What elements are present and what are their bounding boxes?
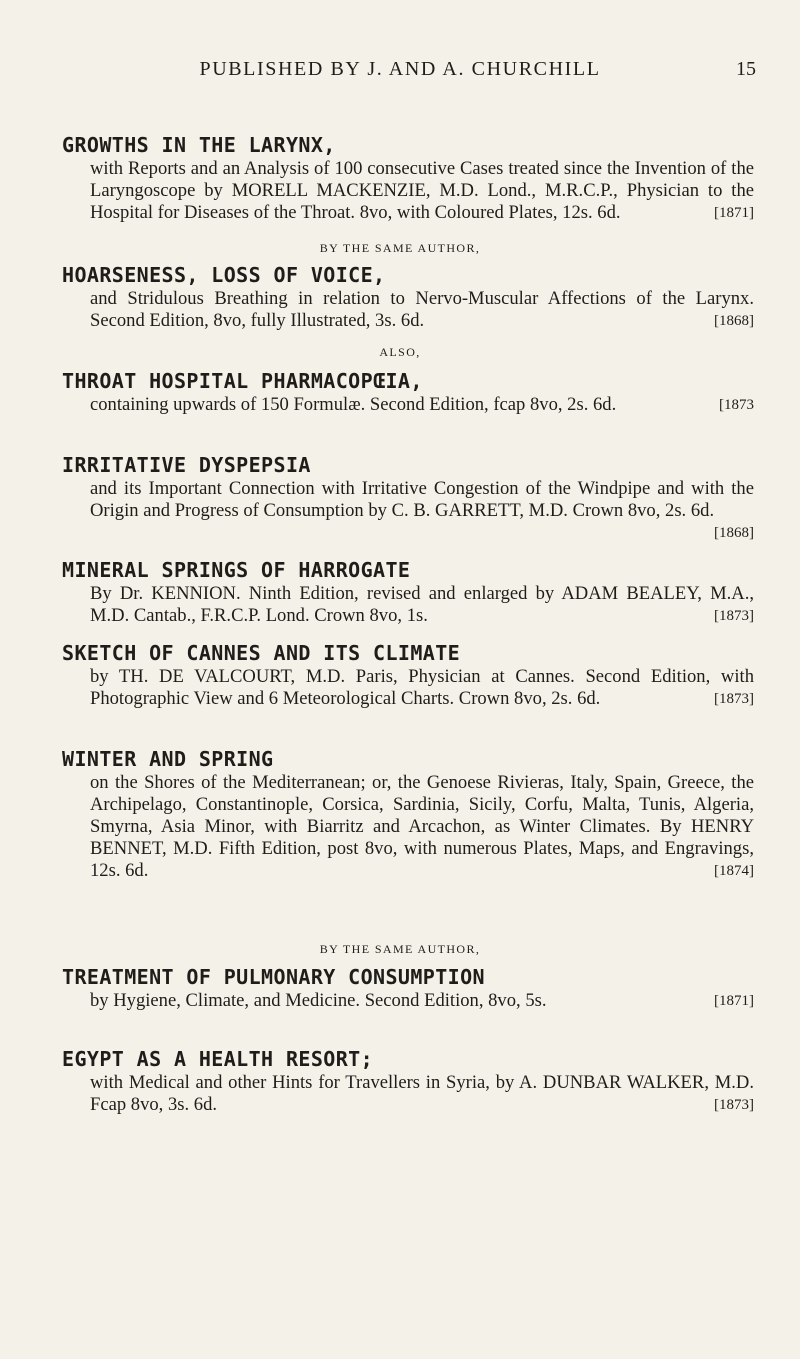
entry-date: [1871]	[714, 993, 754, 1009]
entry-text: and its Important Connection with Irritative Congestion of the Windpipe and with the Origin and Progress of Consumption by C. B. GARRETT, M.D. Crown 8vo, 2s. 6d.	[90, 478, 754, 521]
entry-text: By Dr. KENNION. Ninth Edition, revised and enlarged by ADAM BEALEY, M.A., M.D. Cantab., F.R.C.P. Lond. Crown 8vo, 1s.	[90, 583, 754, 626]
entry-date: [1868]	[714, 525, 754, 541]
entry-description	[90, 990, 754, 1012]
entry-description	[90, 478, 754, 541]
catalog-entry	[62, 640, 754, 710]
entry-date: [1873]	[714, 1097, 754, 1113]
entry-text: with Reports and an Analysis of 100 consecutive Cases treated since the Invention of the Laryngoscope by MORELL MACKENZIE, M.D. Lond., M.R.C.P., Physician to the Hospital for Diseases of the Throat. 8vo, with Coloured Plates, 12s. 6d.	[90, 158, 754, 223]
entry-description	[90, 394, 754, 416]
catalog-entry	[62, 132, 754, 224]
catalog-entry	[62, 557, 754, 627]
entry-text: by TH. DE VALCOURT, M.D. Paris, Physician at Cannes. Second Edition, with Photographic View and 6 Meteorological Charts. Crown 8vo, 2s. 6d.	[90, 666, 754, 709]
catalog-entry	[62, 1046, 754, 1116]
entry-title: TREATMENT OF PULMONARY CONSUMPTION	[62, 965, 485, 989]
catalog-entry	[62, 262, 754, 332]
entry-title: SKETCH OF CANNES AND ITS CLIMATE	[62, 641, 461, 665]
catalog-entry	[62, 746, 754, 882]
catalog-entry	[62, 964, 754, 1012]
entry-description	[90, 583, 754, 627]
entry-text: and Stridulous Breathing in relation to Nervo-Muscular Affections of the Larynx. Second Edition, 8vo, fully Illustrated, 3s. 6d.	[90, 288, 754, 331]
entry-title: EGYPT AS A HEALTH RESORT;	[62, 1047, 374, 1071]
entry-text: with Medical and other Hints for Travellers in Syria, by A. DUNBAR WALKER, M.D. Fcap 8vo, 3s. 6d.	[90, 1072, 754, 1115]
running-head: PUBLISHED BY J. AND A. CHURCHILL	[199, 58, 601, 80]
catalog-entry	[62, 452, 754, 544]
by-same-author-note: BY THE SAME AUTHOR,	[319, 942, 481, 956]
entry-description	[90, 772, 754, 882]
entry-title: GROWTHS IN THE LARYNX,	[62, 133, 336, 157]
page-number: 15	[736, 58, 756, 80]
entry-title: HOARSENESS, LOSS OF VOICE,	[62, 263, 386, 287]
entry-date: [1871]	[714, 205, 754, 221]
entry-title: MINERAL SPRINGS OF HARROGATE	[62, 558, 411, 582]
entry-title: THROAT HOSPITAL PHARMACOPŒIA,	[62, 369, 423, 393]
entry-date: [1873]	[714, 691, 754, 707]
entry-date: [1868]	[714, 313, 754, 329]
by-same-author-note: BY THE SAME AUTHOR,	[319, 241, 481, 255]
entry-description	[90, 666, 754, 710]
also-note: ALSO,	[379, 345, 421, 359]
entry-description	[90, 1072, 754, 1116]
entry-date: [1873]	[714, 608, 754, 624]
entry-title: IRRITATIVE DYSPEPSIA	[62, 453, 311, 477]
entry-text: by Hygiene, Climate, and Medicine. Second Edition, 8vo, 5s.	[90, 990, 547, 1011]
entry-title: WINTER AND SPRING	[62, 747, 274, 771]
entry-text: on the Shores of the Mediterranean; or, the Genoese Rivieras, Italy, Spain, Greece, the Archipelago, Constantinople, Corsica, Sardinia, Sicily, Corfu, Malta, Tunis, Algeria, Smyrna, Asia Minor, with Biarritz and Arcachon, as Winter Climates. By HENRY BENNET, M.D. Fifth Edition, post 8vo, with numerous Plates, Maps, and Engravings, 12s. 6d.	[90, 772, 754, 881]
entry-date: [1874]	[714, 863, 754, 879]
entry-description	[90, 288, 754, 332]
entry-text: containing upwards of 150 Formulæ. Second Edition, fcap 8vo, 2s. 6d.	[90, 394, 617, 415]
catalog-entry	[62, 368, 754, 416]
entry-date: [1873	[719, 397, 754, 413]
entry-description	[90, 158, 754, 224]
